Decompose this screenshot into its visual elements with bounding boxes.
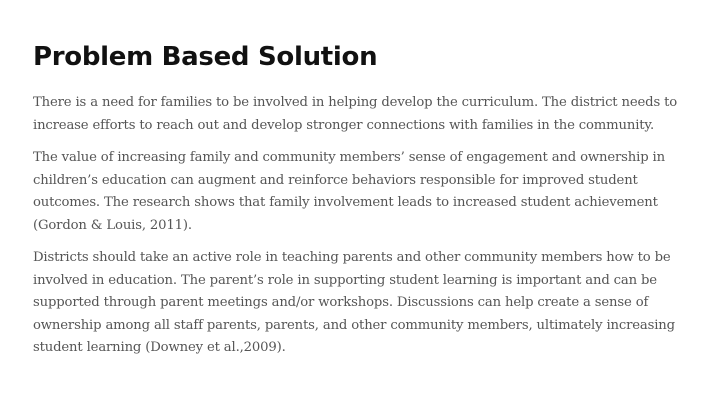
paragraph-districts: Districts should take an active role in teaching parents and other community members how to be involved in education. The parent’s role in supporting student learning is important and can be supported through parent meetings and/or workshops. Discussions can help create a sense of ownership among all staff parents, parents, and other community members, ultimately increasing student learning (Downey et al.,2009).	[33, 250, 675, 355]
paragraph-value: The value of increasing family and community members’ sense of engagement and ownership in children’s education can augment and reinforce behaviors responsible for improved student outcomes. The research shows that family involvement leads to increased student achievement (Gordon & Louis, 2011).	[33, 150, 665, 233]
paragraph-need: There is a need for families to be involved in helping develop the curriculum. The district needs to increase efforts to reach out and develop stronger connections with families in the community.	[33, 95, 678, 133]
slide-title: Problem Based Solution	[33, 42, 378, 72]
slide-body	[33, 92, 693, 370]
